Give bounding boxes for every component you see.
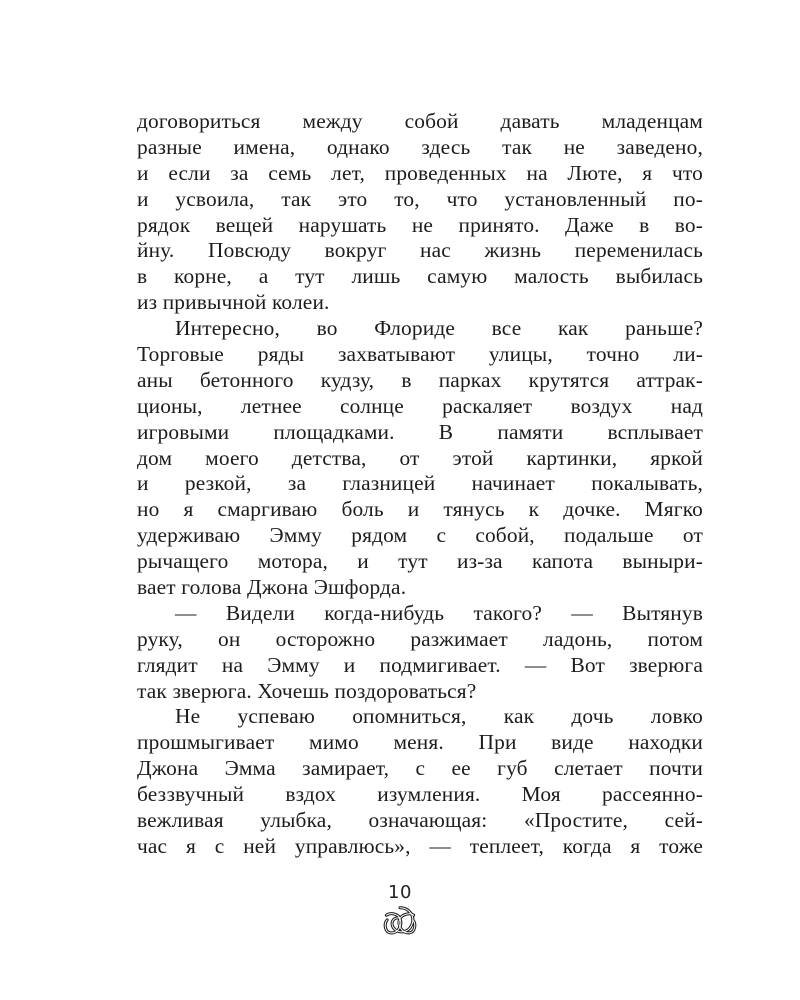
text-line: так зверюга. Хочешь поздороваться? <box>137 678 477 703</box>
text-line: и усвоила, так это то, что установленный по- <box>137 186 703 211</box>
text-line: — Видели когда-нибудь такого? — Вытянув <box>175 600 703 625</box>
text-line: йну. Повсюду вокруг нас жизнь переменилась <box>137 238 703 263</box>
text-line: час я с ней управлюсь», — теплеет, когда я тоже <box>137 833 703 858</box>
text-line: разные имена, однако здесь так не заведено, <box>137 134 703 159</box>
text-line: Торговые ряды захватывают улицы, точно ли- <box>137 342 703 367</box>
text-line: удерживаю Эмму рядом с собой, подальше от <box>137 523 703 548</box>
text-line: игровыми площадками. В памяти всплывает <box>137 419 703 444</box>
text-line: из привычной колеи. <box>137 290 330 315</box>
text-line: вает голова Джона Эшфорда. <box>137 575 407 600</box>
text-line: рычащего мотора, и тут из-за капота выныри- <box>137 549 703 574</box>
text-line: в корне, а тут лишь самую малость выбилась <box>137 264 703 289</box>
text-line: беззвучный вздох изумления. Моя рассеянно- <box>137 782 703 807</box>
text-line: но я смаргиваю боль и тянусь к дочке. Мягко <box>137 497 703 522</box>
text-line: Джона Эмма замирает, с ее губ слетает почти <box>137 756 703 781</box>
text-line: рядок вещей нарушать не принято. Даже в во- <box>137 212 703 237</box>
text-line: глядит на Эмму и подмигивает. — Вот зверюга <box>137 652 703 677</box>
text-line: Не успеваю опомниться, как дочь ловко <box>175 704 703 729</box>
text-line: вежливая улыбка, означающая: «Простите, сей- <box>137 808 703 833</box>
text-line: аны бетонного кудзу, в парках крутятся аттрак- <box>137 367 703 392</box>
text-line: Интересно, во Флориде все как раньше? <box>175 316 703 341</box>
text-line: дом моего детства, от этой картинки, яркой <box>137 445 703 470</box>
text-line: прошмыгивает мимо меня. При виде находки <box>137 730 703 755</box>
text-line: договориться между собой давать младенцам <box>137 109 703 133</box>
text-line: и если за семь лет, проведенных на Люте, я что <box>137 160 703 185</box>
text-line: руку, он осторожно разжимает ладонь, потом <box>137 626 703 651</box>
body-text <box>137 109 703 860</box>
triquetra-icon <box>383 905 417 939</box>
text-line: и резкой, за глазницей начинает покалывать, <box>137 471 703 496</box>
page-number: 10 <box>388 882 412 903</box>
text-line: ционы, летнее солнце раскаляет воздух над <box>137 393 703 418</box>
